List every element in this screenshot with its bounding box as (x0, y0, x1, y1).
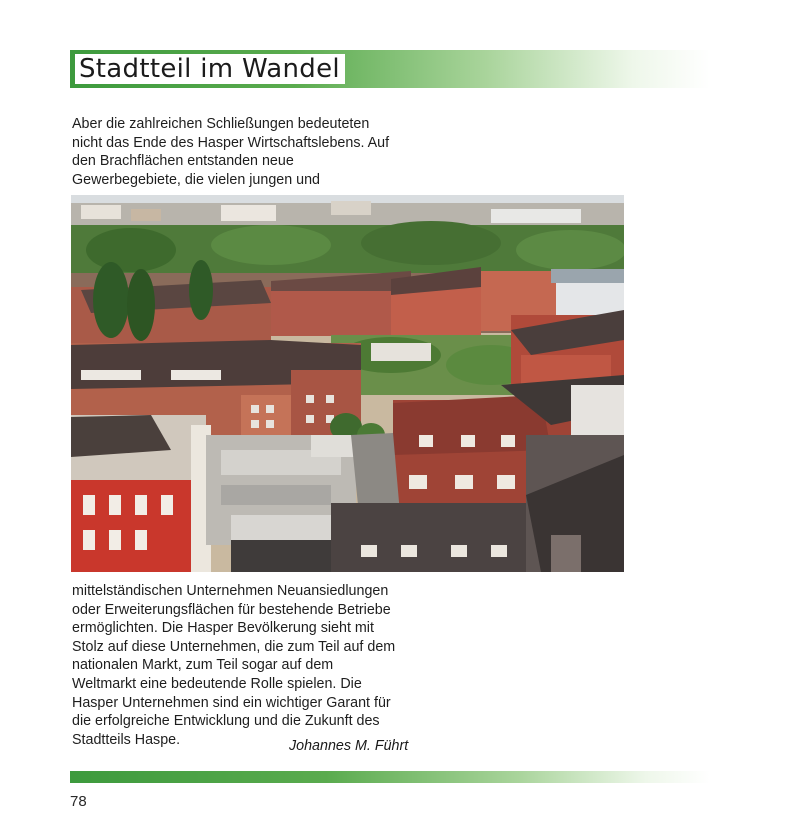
author-signature: Johannes M. Führt (289, 738, 409, 754)
text-line: Gewerbegebiete, die vielen jungen und (72, 171, 320, 188)
main-paragraph (72, 582, 417, 749)
text-line: ermöglichten. Die Hasper Bevölkerung sieht mit (72, 620, 374, 637)
page-title: Stadtteil im Wandel (75, 54, 345, 84)
footer-band (70, 771, 710, 783)
text-line: oder Erweiterungsflächen für bestehende Betriebe (72, 601, 391, 618)
text-line: mittelständischen Unternehmen Neuansiedlungen (72, 583, 389, 599)
text-line: Stadtteils Haspe. (72, 731, 181, 748)
text-line: nationalen Markt, zum Teil sogar auf dem (72, 657, 334, 674)
text-line: Weltmarkt eine bedeutende Rolle spielen. Die (72, 675, 362, 692)
text-line: Hasper Unternehmen sind ein wichtiger Garant für (72, 694, 391, 711)
intro-paragraph (72, 115, 417, 189)
text-line: die erfolgreiche Entwicklung und die Zukunft des (72, 713, 380, 730)
text-line: nicht das Ende des Hasper Wirtschaftslebens. Auf (72, 134, 390, 151)
text-line: Stolz auf diese Unternehmen, die zum Teil auf dem (72, 638, 396, 655)
text-line: Aber die zahlreichen Schließungen bedeuteten (72, 116, 370, 132)
town-aerial-photo (71, 195, 624, 572)
text-line: den Brachflächen entstanden neue (72, 153, 294, 170)
page-number: 78 (70, 793, 87, 810)
